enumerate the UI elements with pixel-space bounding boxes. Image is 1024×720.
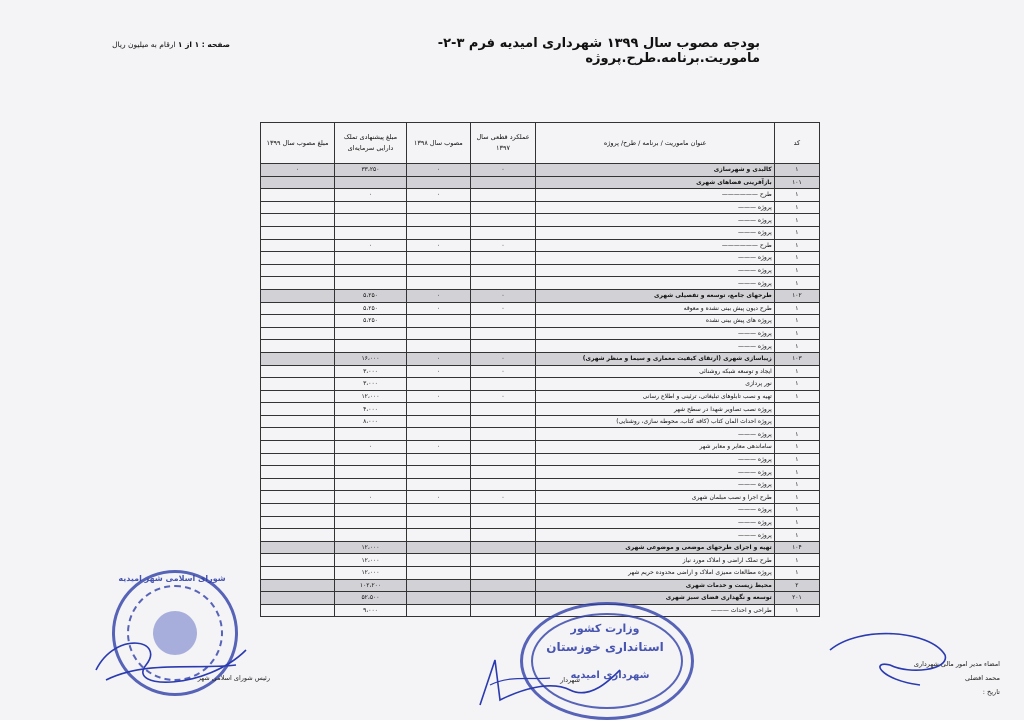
cell-performance-1397 <box>470 264 536 277</box>
cell-title: طرح —————— <box>536 239 774 252</box>
stamp-province-text: استانداری خوزستان <box>546 640 664 654</box>
cell-code: ۱ <box>774 302 819 315</box>
table-row <box>261 453 820 466</box>
column-header-code: کد <box>774 123 819 164</box>
cell-approved-1398: ۰ <box>406 289 470 302</box>
cell-proposed-amount: ۵،۲۵۰ <box>335 289 407 302</box>
cell-performance-1397 <box>470 604 536 617</box>
cell-title: توسعه و نگهداری فضای سبز شهری <box>536 592 774 605</box>
cell-approved-1398 <box>406 415 470 428</box>
table-row <box>261 252 820 265</box>
cell-performance-1397 <box>470 415 536 428</box>
cell-performance-1397 <box>470 478 536 491</box>
table-row <box>261 592 820 605</box>
cell-title: کالبدی و شهرسازی <box>536 164 774 177</box>
cell-title: ساماندهی معابر و معابر شهر <box>536 441 774 454</box>
cell-title: طرح اجرا و نصب مبلمان شهری <box>536 491 774 504</box>
cell-approved-1398 <box>406 592 470 605</box>
cell-approved-1399 <box>261 390 335 403</box>
table-row <box>261 428 820 441</box>
cell-code: ۱ <box>774 378 819 391</box>
table-row <box>261 226 820 239</box>
cell-approved-1398 <box>406 554 470 567</box>
table-row <box>261 504 820 517</box>
cell-approved-1399 <box>261 466 335 479</box>
cell-approved-1399 <box>261 302 335 315</box>
cell-performance-1397: ۰ <box>470 164 536 177</box>
cell-proposed-amount <box>335 516 407 529</box>
cell-code: ۱۰۱ <box>774 176 819 189</box>
cell-proposed-amount: ۳۳،۲۵۰ <box>335 164 407 177</box>
cell-approved-1398 <box>406 504 470 517</box>
cell-proposed-amount: ۱۶،۰۰۰ <box>335 352 407 365</box>
cell-approved-1398 <box>406 252 470 265</box>
cell-performance-1397 <box>470 567 536 580</box>
cell-code: ۱ <box>774 189 819 202</box>
cell-title: پروژه ——— <box>536 201 774 214</box>
cell-proposed-amount <box>335 252 407 265</box>
cell-title: پروژه مطالعات ممیزی املاک و اراضی محدوده حریم شهر <box>536 567 774 580</box>
cell-approved-1399 <box>261 289 335 302</box>
cell-title: پروژه ——— <box>536 504 774 517</box>
table-row <box>261 315 820 328</box>
cell-code: ۱ <box>774 252 819 265</box>
cell-proposed-amount: ۵،۲۵۰ <box>335 302 407 315</box>
cell-approved-1399 <box>261 327 335 340</box>
page-info <box>90 40 230 49</box>
cell-code: ۱ <box>774 491 819 504</box>
table-row <box>261 491 820 504</box>
cell-code <box>774 403 819 416</box>
table-row <box>261 529 820 542</box>
mayor-title: شهردار <box>560 676 580 684</box>
cell-title: پروژه ——— <box>536 277 774 290</box>
cell-code: ۱ <box>774 239 819 252</box>
cell-proposed-amount: ۱۲،۰۰۰ <box>335 554 407 567</box>
cell-proposed-amount: ۱۲،۰۰۰ <box>335 390 407 403</box>
cell-title: پروژه های پیش بینی نشده <box>536 315 774 328</box>
cell-approved-1398 <box>406 176 470 189</box>
cell-code: ۲ <box>774 579 819 592</box>
table-row <box>261 378 820 391</box>
cell-title: تهیه و نصب تابلوهای تبلیغاتی، ترئینی و اطلاع رسانی <box>536 390 774 403</box>
table-header-row <box>261 123 820 164</box>
cell-approved-1398 <box>406 214 470 227</box>
cell-code: ۱ <box>774 201 819 214</box>
cell-approved-1399 <box>261 529 335 542</box>
cell-title: پروژه ——— <box>536 340 774 353</box>
cell-approved-1399 <box>261 516 335 529</box>
budget-table <box>260 122 820 617</box>
cell-performance-1397 <box>470 554 536 567</box>
table-row <box>261 403 820 416</box>
cell-approved-1398 <box>406 315 470 328</box>
cell-approved-1398: ۰ <box>406 302 470 315</box>
cell-title: بازآفرینی فضاهای شهری <box>536 176 774 189</box>
council-head-title: رئیس شورای اسلامی شهر <box>197 674 270 682</box>
cell-code: ۱ <box>774 604 819 617</box>
center-signature <box>470 620 630 715</box>
cell-code: ۱۰۳ <box>774 352 819 365</box>
cell-approved-1398 <box>406 403 470 416</box>
cell-approved-1398: ۰ <box>406 491 470 504</box>
cell-proposed-amount: ۱۲،۰۰۰ <box>335 541 407 554</box>
cell-approved-1399 <box>261 415 335 428</box>
table-row <box>261 340 820 353</box>
cell-code: ۱ <box>774 315 819 328</box>
cell-performance-1397: ۰ <box>470 390 536 403</box>
cell-approved-1398 <box>406 201 470 214</box>
cell-title: پروژه ——— <box>536 252 774 265</box>
cell-title: پروژه ——— <box>536 453 774 466</box>
column-header-approved-1398: مصوب سال ۱۳۹۸ <box>406 123 470 164</box>
cell-approved-1398 <box>406 226 470 239</box>
cell-approved-1398 <box>406 378 470 391</box>
cell-code: ۱ <box>774 340 819 353</box>
cell-proposed-amount <box>335 340 407 353</box>
cell-performance-1397 <box>470 340 536 353</box>
cell-proposed-amount <box>335 214 407 227</box>
cell-title: پروژه ——— <box>536 264 774 277</box>
cell-code: ۱ <box>774 466 819 479</box>
cell-proposed-amount: ۱۲،۰۰۰ <box>335 567 407 580</box>
table-row <box>261 239 820 252</box>
stamp-ministry-text: وزارت کشور <box>570 622 640 635</box>
cell-performance-1397: ۰ <box>470 352 536 365</box>
cell-proposed-amount <box>335 453 407 466</box>
cell-approved-1398 <box>406 466 470 479</box>
cell-approved-1399 <box>261 189 335 202</box>
table-row <box>261 327 820 340</box>
cell-proposed-amount <box>335 327 407 340</box>
cell-performance-1397 <box>470 189 536 202</box>
cell-code: ۱ <box>774 554 819 567</box>
cell-proposed-amount: ۰ <box>335 239 407 252</box>
cell-approved-1399 <box>261 579 335 592</box>
cell-proposed-amount: ۴،۰۰۰ <box>335 403 407 416</box>
cell-proposed-amount <box>335 226 407 239</box>
cell-approved-1399 <box>261 604 335 617</box>
cell-performance-1397 <box>470 403 536 416</box>
cell-performance-1397 <box>470 516 536 529</box>
cell-performance-1397 <box>470 176 536 189</box>
cell-code: ۱ <box>774 504 819 517</box>
cell-approved-1398 <box>406 604 470 617</box>
cell-performance-1397: ۰ <box>470 239 536 252</box>
cell-title: پروژه نصب تصاویر شهدا در سطح شهر <box>536 403 774 416</box>
cell-code: ۱۰۴ <box>774 541 819 554</box>
cell-code: ۱ <box>774 390 819 403</box>
cell-code: ۱ <box>774 214 819 227</box>
cell-approved-1398: ۰ <box>406 189 470 202</box>
cell-performance-1397 <box>470 277 536 290</box>
cell-performance-1397: ۰ <box>470 289 536 302</box>
cell-approved-1399 <box>261 567 335 580</box>
cell-proposed-amount: ۸،۰۰۰ <box>335 415 407 428</box>
cell-proposed-amount: ۵۲،۵۰۰ <box>335 592 407 605</box>
cell-performance-1397: ۰ <box>470 365 536 378</box>
table-row <box>261 302 820 315</box>
cell-proposed-amount: ۹،۰۰۰ <box>335 604 407 617</box>
cell-proposed-amount: ۳،۰۰۰ <box>335 365 407 378</box>
cell-approved-1399 <box>261 340 335 353</box>
stamp-municipality-text: شهرداری امیدیه <box>570 670 650 681</box>
cell-approved-1398 <box>406 327 470 340</box>
cell-performance-1397 <box>470 378 536 391</box>
cell-proposed-amount <box>335 201 407 214</box>
cell-approved-1399: ۰ <box>261 164 335 177</box>
cell-approved-1399 <box>261 365 335 378</box>
cell-performance-1397 <box>470 327 536 340</box>
cell-performance-1397 <box>470 504 536 517</box>
cell-proposed-amount <box>335 466 407 479</box>
table-row <box>261 352 820 365</box>
cell-approved-1398: ۰ <box>406 239 470 252</box>
cell-proposed-amount <box>335 428 407 441</box>
column-header-performance-1397: عملکرد قطعی سال ۱۳۹۷ <box>470 123 536 164</box>
cell-performance-1397 <box>470 579 536 592</box>
cell-title: طرح —————— <box>536 189 774 202</box>
cell-approved-1399 <box>261 504 335 517</box>
cell-code: ۱ <box>774 478 819 491</box>
cell-performance-1397 <box>470 592 536 605</box>
cell-approved-1398 <box>406 541 470 554</box>
cell-approved-1399 <box>261 315 335 328</box>
table-row <box>261 579 820 592</box>
cell-approved-1399 <box>261 428 335 441</box>
cell-title: طراحی و احداث ——— <box>536 604 774 617</box>
cell-performance-1397 <box>470 466 536 479</box>
cell-title: پروژه ——— <box>536 428 774 441</box>
cell-approved-1399 <box>261 214 335 227</box>
cell-code: ۱ <box>774 264 819 277</box>
cell-approved-1398: ۰ <box>406 164 470 177</box>
table-row <box>261 554 820 567</box>
finance-manager-title: امضاء مدیر امور مالی شهرداری <box>913 660 1000 668</box>
table-row <box>261 189 820 202</box>
table-row <box>261 441 820 454</box>
cell-proposed-amount <box>335 504 407 517</box>
table-body <box>261 164 820 617</box>
cell-performance-1397 <box>470 315 536 328</box>
cell-code: ۱ <box>774 453 819 466</box>
cell-approved-1398 <box>406 264 470 277</box>
document-title: بودجه مصوب سال ۱۳۹۹ شهرداری امیدیه فرم ۳-۲-ماموریت.برنامه.طرح.پروژه <box>437 36 760 66</box>
cell-title: پروژه ——— <box>536 478 774 491</box>
cell-approved-1399 <box>261 252 335 265</box>
table-row <box>261 516 820 529</box>
cell-approved-1398: ۰ <box>406 390 470 403</box>
cell-approved-1399 <box>261 352 335 365</box>
cell-proposed-amount <box>335 176 407 189</box>
table-row <box>261 201 820 214</box>
column-header-title: عنوان ماموریت / برنامه / طرح/ پروژه <box>536 123 774 164</box>
cell-performance-1397 <box>470 529 536 542</box>
cell-title: پروژه ——— <box>536 529 774 542</box>
cell-proposed-amount: ۰ <box>335 491 407 504</box>
table-row <box>261 567 820 580</box>
cell-proposed-amount <box>335 478 407 491</box>
cell-title: پروژه ——— <box>536 226 774 239</box>
cell-approved-1399 <box>261 541 335 554</box>
cell-approved-1398 <box>406 428 470 441</box>
cell-performance-1397 <box>470 428 536 441</box>
cell-code: ۱ <box>774 277 819 290</box>
cell-approved-1398: ۰ <box>406 365 470 378</box>
cell-approved-1398: ۰ <box>406 441 470 454</box>
cell-approved-1399 <box>261 453 335 466</box>
table-row <box>261 164 820 177</box>
cell-approved-1398 <box>406 567 470 580</box>
cell-code: ۱ <box>774 516 819 529</box>
page-number: صفحه : ۱ از ۱ <box>177 40 230 49</box>
cell-approved-1399 <box>261 592 335 605</box>
cell-proposed-amount: ۰ <box>335 441 407 454</box>
table-row <box>261 604 820 617</box>
column-header-approved-1399: مبلغ مصوب سال ۱۳۹۹ <box>261 123 335 164</box>
table-row <box>261 478 820 491</box>
cell-code: ۱ <box>774 428 819 441</box>
cell-title: محیط زیست و خدمات شهری <box>536 579 774 592</box>
finance-manager-name: محمد افضلی <box>964 674 1000 682</box>
council-stamp-text: شورای اسلامی شهر امیدیه <box>118 574 226 583</box>
cell-title: زیباسازی شهری (ارتقای کیفیت معماری و سیما و منظر شهری) <box>536 352 774 365</box>
left-signature <box>86 610 256 710</box>
cell-title: ایجاد و توسعه شبکه روشنائی <box>536 365 774 378</box>
cell-title: طرح دیون پیش بینی نشده و معوقه <box>536 302 774 315</box>
table-row <box>261 415 820 428</box>
cell-title: طرح تملک اراضی و املاک مورد نیاز <box>536 554 774 567</box>
finance-manager-date: تاریخ : <box>982 688 1000 696</box>
cell-title: پروژه ——— <box>536 466 774 479</box>
cell-approved-1398 <box>406 340 470 353</box>
cell-approved-1399 <box>261 277 335 290</box>
cell-code <box>774 415 819 428</box>
cell-approved-1399 <box>261 264 335 277</box>
cell-code: ۱ <box>774 441 819 454</box>
cell-performance-1397 <box>470 201 536 214</box>
cell-approved-1399 <box>261 176 335 189</box>
cell-performance-1397 <box>470 541 536 554</box>
cell-performance-1397 <box>470 441 536 454</box>
table-row <box>261 214 820 227</box>
cell-performance-1397 <box>470 226 536 239</box>
cell-approved-1398 <box>406 453 470 466</box>
cell-code: ۱۰۲ <box>774 289 819 302</box>
cell-proposed-amount <box>335 277 407 290</box>
cell-title: پروژه ——— <box>536 327 774 340</box>
table-row <box>261 264 820 277</box>
cell-approved-1399 <box>261 239 335 252</box>
cell-code: ۲۰۱ <box>774 592 819 605</box>
cell-code: ۱ <box>774 164 819 177</box>
table-row <box>261 289 820 302</box>
cell-approved-1399 <box>261 226 335 239</box>
table-row <box>261 176 820 189</box>
units-note: ارقام به میلیون ریال <box>112 40 176 49</box>
cell-proposed-amount: ۵،۲۵۰ <box>335 315 407 328</box>
cell-approved-1399 <box>261 378 335 391</box>
cell-approved-1398 <box>406 277 470 290</box>
table-row <box>261 277 820 290</box>
cell-code: ۱ <box>774 567 819 580</box>
cell-approved-1399 <box>261 441 335 454</box>
cell-proposed-amount <box>335 529 407 542</box>
cell-proposed-amount <box>335 264 407 277</box>
cell-proposed-amount: ۱۰۲،۲۰۰ <box>335 579 407 592</box>
cell-approved-1399 <box>261 478 335 491</box>
cell-title: نور پردازی <box>536 378 774 391</box>
cell-code: ۱ <box>774 327 819 340</box>
cell-approved-1398: ۰ <box>406 352 470 365</box>
table-row <box>261 365 820 378</box>
cell-performance-1397 <box>470 214 536 227</box>
cell-approved-1398 <box>406 516 470 529</box>
cell-approved-1398 <box>406 478 470 491</box>
cell-performance-1397: ۰ <box>470 302 536 315</box>
table-row <box>261 466 820 479</box>
cell-proposed-amount: ۰ <box>335 189 407 202</box>
cell-approved-1398 <box>406 529 470 542</box>
cell-code: ۱ <box>774 226 819 239</box>
cell-approved-1399 <box>261 201 335 214</box>
cell-title: پروژه ——— <box>536 516 774 529</box>
cell-performance-1397 <box>470 252 536 265</box>
cell-approved-1398 <box>406 579 470 592</box>
cell-performance-1397 <box>470 453 536 466</box>
cell-title: پروژه احداث المان کتاب (کافه کتاب، محوطه سازی، روشنایی) <box>536 415 774 428</box>
cell-title: پروژه ——— <box>536 214 774 227</box>
cell-code: ۱ <box>774 365 819 378</box>
cell-proposed-amount: ۳،۰۰۰ <box>335 378 407 391</box>
table-row <box>261 390 820 403</box>
cell-approved-1399 <box>261 554 335 567</box>
table-row <box>261 541 820 554</box>
cell-title: طرحهای جامع، توسعه و تفصیلی شهری <box>536 289 774 302</box>
cell-approved-1399 <box>261 491 335 504</box>
cell-code: ۱ <box>774 529 819 542</box>
cell-approved-1399 <box>261 403 335 416</box>
column-header-proposed-amount: مبلغ پیشنهادی تملک دارایی سرمایه‌ای <box>335 123 407 164</box>
cell-title: تهیه و اجرای طرحهای موضعی و موضوعی شهری <box>536 541 774 554</box>
cell-performance-1397: ۰ <box>470 491 536 504</box>
